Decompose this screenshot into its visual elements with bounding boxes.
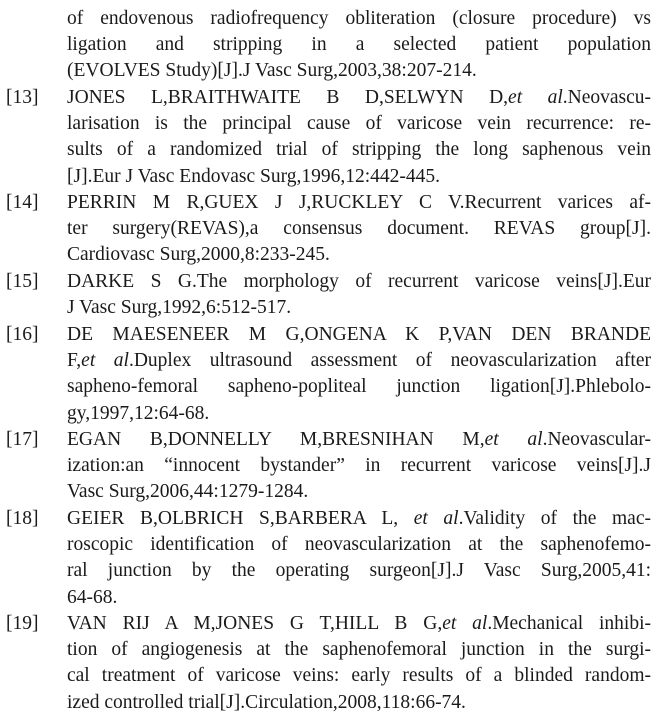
et-al-italic: et al <box>508 87 563 108</box>
ref-line: tion of angiogenesis at the saphenofemoral junction in the surgi- <box>67 639 651 661</box>
reference-text <box>67 322 651 427</box>
ref-line: J Vasc Surg,1992,6:512-517. <box>67 297 292 319</box>
ref-line: 64-68. <box>67 586 118 608</box>
reference-number: [18] <box>6 508 39 529</box>
et-al-italic: et al <box>484 429 543 450</box>
reference-number: [17] <box>6 429 39 450</box>
reference-text <box>67 85 651 190</box>
reference-number: [13] <box>6 87 39 108</box>
reference-continuation <box>67 6 651 85</box>
reference-text <box>67 269 651 321</box>
ref-line: of endovenous radiofrequency obliteration (closure procedure) vs <box>67 8 651 29</box>
ref-line: roscopic identification of neovascularization at the saphenofemo- <box>67 534 651 556</box>
reference-number: [14] <box>6 192 39 213</box>
ref-line: Vasc Surg,2006,44:1279-1284. <box>67 481 309 503</box>
ref-line: (EVOLVES Study)[J].J Vasc Surg,2003,38:207-214. <box>67 60 477 82</box>
et-al-italic: et al <box>413 508 459 529</box>
reference-text <box>67 506 651 611</box>
ref-line: gy,1997,12:64-68. <box>67 402 210 424</box>
ref-line: sapheno-femoral sapheno-popliteal junction ligation[J].Phlebolo- <box>67 376 651 398</box>
reference-text <box>67 190 651 269</box>
ref-line: DARKE S G.The morphology of recurrent varicose veins[J].Eur <box>67 271 651 292</box>
reference-text <box>67 611 651 716</box>
ref-line: GEIER B,OLBRICH S,BARBERA L, et al.Validity of the mac- <box>67 508 651 529</box>
reference-number: [16] <box>6 324 39 345</box>
ref-line: PERRIN M R,GUEX J J,RUCKLEY C V.Recurrent varices af- <box>67 192 651 213</box>
reference-text <box>67 427 651 506</box>
ref-line: JONES L,BRAITHWAITE B D,SELWYN D,et al.Neovascu- <box>67 87 652 108</box>
ref-line: larisation is the principal cause of varicose vein recurrence: re- <box>67 113 651 135</box>
ref-line: ter surgery(REVAS),a consensus document. REVAS group[J]. <box>67 218 651 240</box>
ref-line: [J].Eur J Vasc Endovasc Surg,1996,12:442-445. <box>67 165 440 187</box>
reference-number: [15] <box>6 271 39 292</box>
ref-line: VAN RIJ A M,JONES G T,HILL B G,et al.Mechanical inhibi- <box>67 613 651 634</box>
et-al-italic: et al <box>81 350 129 372</box>
ref-line: Cardiovasc Surg,2000,8:233-245. <box>67 244 330 266</box>
ref-line: ization:an “innocent bystander” in recurrent varicose veins[J].J <box>67 455 651 477</box>
et-al-italic: et al <box>442 613 488 634</box>
ref-line: EGAN B,DONNELLY M,BRESNIHAN M,et al.Neovascular- <box>67 429 651 450</box>
reference-number: [19] <box>6 613 39 634</box>
ref-line: cal treatment of varicose veins: early results of a blinded random- <box>67 665 651 687</box>
ref-line: ized controlled trial[J].Circulation,2008,118:66-74. <box>67 691 466 713</box>
ref-line: ligation and stripping in a selected patient population <box>67 34 651 56</box>
ref-line: ral junction by the operating surgeon[J].J Vasc Surg,2005,41: <box>67 560 651 582</box>
ref-line: sults of a randomized trial of stripping the long saphenous vein <box>67 139 651 161</box>
ref-line: F,et al.Duplex ultrasound assessment of neovascularization after <box>67 350 651 372</box>
ref-line: DE MAESENEER M G,ONGENA K P,VAN DEN BRANDE <box>67 324 651 345</box>
